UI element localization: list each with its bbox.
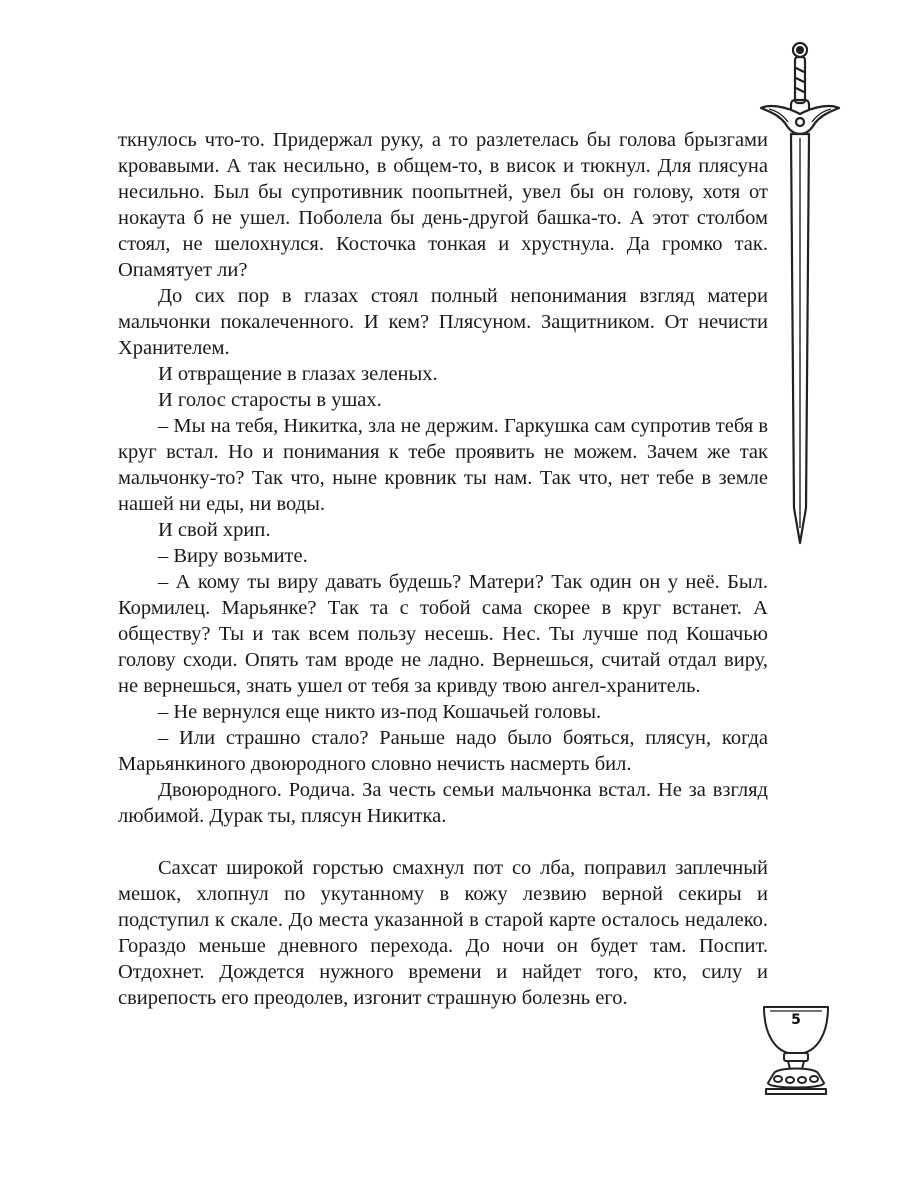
paragraph: До сих пор в глазах стоял полный непонимания взгляд матери мальчонки покалеченного. И кем? Плясуном. Защитником. От нечисти Хранителем. [118,285,768,359]
sword-icon [755,38,845,548]
paragraph: ткнулось что-то. Придержал руку, а то разлетелась бы голова брызгами кровавыми. А так несильно, в общем-то, в висок и тюкнул. Для плясуна несильно. Был бы супротивник поопытней, увел бы он голову, хотя от нокаута б не ушел. Поболела бы день-другой башка-то. А этот столбом стоял, не шелохнулся. Косточка тонкая и хрустнула. Да громко так. Опамятует ли? [118,129,768,281]
paragraph: – Не вернулся еще никто из-под Кошачьей головы. [158,701,602,723]
paragraph: – Или страшно стало? Раньше надо было бояться, плясун, когда Марьянкиного двоюродного словно нечисть насмерть бил. [118,727,768,775]
text-body [118,127,768,1011]
paragraph: – А кому ты виру давать будешь? Матери? Так один он у неё. Был. Кормилец. Марьянке? Так та с тобой сама скорее в круг встанет. А обществу? Ты и так всем пользу несешь. Нес. Ты лучше под Кошачью голову сходи. Опять там вроде не ладно. Вернешься, считай отдал виру, не вернешься, знать ушел от тебя за кривду твою ангел-хранитель. [118,571,768,697]
paragraph: И отвращение в глазах зеленых. [158,363,438,385]
paragraph: – Мы на тебя, Никитка, зла не держим. Гаркушка сам супротив тебя в круг встал. Но и понимания к тебе проявить не можем. Зачем же так мальчонку-то? Так что, ныне кровник ты нам. Так что, нет тебе в земле нашей ни еды, ни воды. [118,415,768,515]
paragraph: – Виру возьмите. [158,545,308,567]
paragraph: И свой хрип. [158,519,271,541]
paragraph: Сахсат широкой горстью смахнул пот со лба, поправил заплечный мешок, хлопнул по укутанному в кожу лезвию верной секиры и подступил к скале. До места указанной в старой карте осталось недалеко. Гораздо меньше дневного перехода. До ночи он будет там. Поспит. Отдохнет. Дождется нужного времени и найдет того, кто, силу и свирепость его преодолев, изгонит страшную болезнь его. [118,857,768,1009]
page-number: 5 [791,1012,801,1028]
paragraph: Двоюродного. Родича. За честь семьи мальчонка встал. Не за взгляд любимой. Дурак ты, плясун Никитка. [118,779,768,827]
section-break [118,829,768,855]
paragraph: И голос старосты в ушах. [158,389,382,411]
